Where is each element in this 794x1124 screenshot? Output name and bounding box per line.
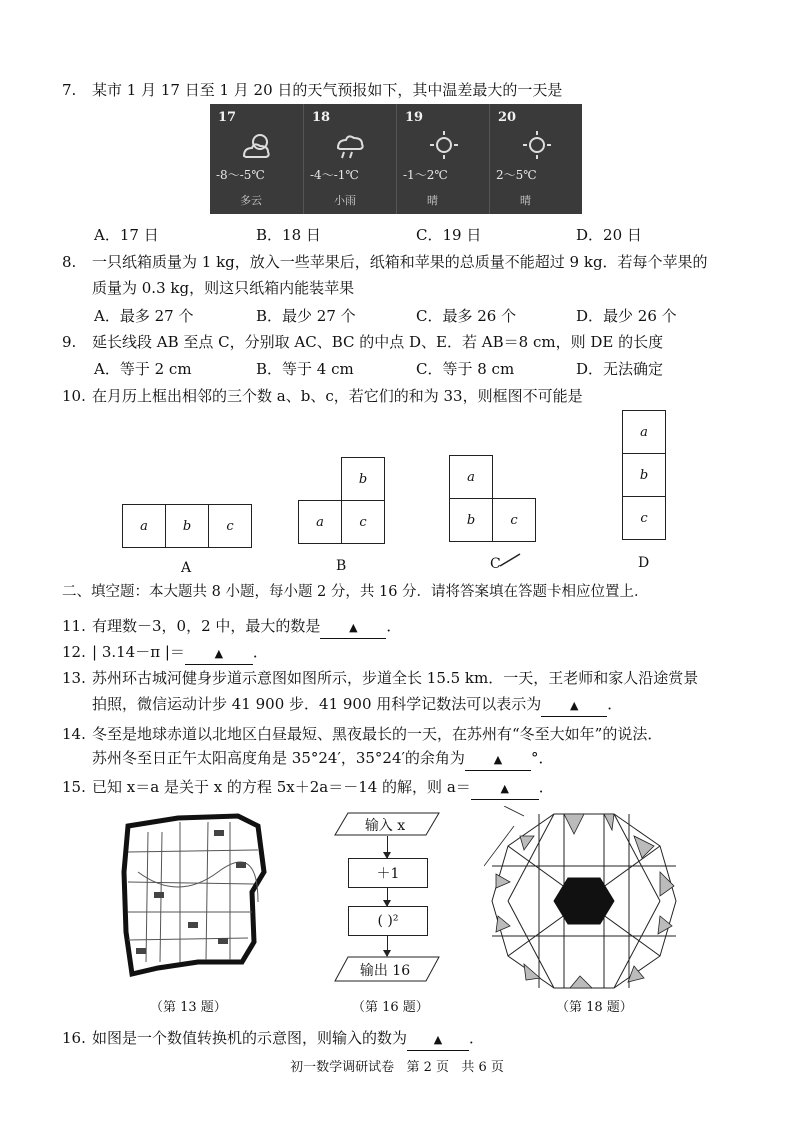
q14-stem-line2: 苏州冬至日正午太阳高度角是 35°24′，35°24′的余角为 ▲ °． xyxy=(92,748,553,771)
sun-icon xyxy=(427,130,461,160)
q7-option-a: A．17 日 xyxy=(94,226,159,244)
q9-option-b: B．等于 4 cm xyxy=(256,360,354,378)
answer-blank: ▲ xyxy=(320,616,386,639)
answer-blank: ▲ xyxy=(407,1028,469,1051)
cell-b: b xyxy=(622,453,666,497)
q12-stem: 12. | 3.14－π |＝ ▲ ． xyxy=(62,642,268,665)
octagon-tiling-figure xyxy=(484,806,684,996)
cell-a: a xyxy=(449,455,493,499)
q7-option-d: D．20 日 xyxy=(576,226,642,244)
flow-output-label: 输出 16 xyxy=(359,963,411,979)
cloud-sun-icon xyxy=(240,130,274,160)
caption-fig18: （第 18 题） xyxy=(556,1000,633,1015)
q10-stem: 10. 在月历上框出相邻的三个数 a、b、c，若它们的和为 33，则框图不可能是 xyxy=(62,387,583,405)
cell-b: b xyxy=(165,504,209,548)
q7-option-c: C．19 日 xyxy=(416,226,482,244)
jogging-trail-map xyxy=(118,812,270,992)
answer-blank: ▲ xyxy=(471,777,539,800)
flow-input-label: 输入 x xyxy=(364,818,406,834)
answer-blank: ▲ xyxy=(465,748,531,771)
q7-option-b: B．18 日 xyxy=(256,226,321,244)
q8-stem-line2: 质量为 0.3 kg，则这只纸箱内能装苹果 xyxy=(92,279,355,297)
q9-stem: 9. 延长线段 AB 至点 C，分别取 AC、BC 的中点 D、E．若 AB＝8 cm，则 DE 的长度 xyxy=(62,333,664,351)
cell-c: c xyxy=(208,504,252,548)
page-footer: 初一数学调研试卷 第 2 页 共 6 页 xyxy=(290,1060,504,1075)
q9-option-d: D．无法确定 xyxy=(576,360,664,378)
q16-stem: 16. 如图是一个数值转换机的示意图，则输入的数为 ▲ ． xyxy=(62,1028,484,1051)
weather-day-17: 17 -8～-5℃ 多云 xyxy=(210,104,303,214)
flow-add-one-box: ＋1 xyxy=(348,858,428,888)
flow-arrow xyxy=(387,888,388,906)
cell-b: b xyxy=(449,498,493,542)
sun-icon xyxy=(520,130,554,160)
q9-option-c: C．等于 8 cm xyxy=(416,360,515,378)
rain-icon xyxy=(334,130,368,160)
frame-label-c: C xyxy=(490,556,501,572)
caption-fig16: （第 16 题） xyxy=(352,1000,429,1015)
frame-label-b: B xyxy=(336,558,347,574)
q7-stem: 7. 某市 1 月 17 日至 1 月 20 日的天气预报如下，其中温差最大的一天是 xyxy=(62,81,563,99)
check-mark-icon xyxy=(498,552,522,568)
answer-blank: ▲ xyxy=(185,642,253,665)
cell-c: c xyxy=(492,498,536,542)
cell-a: a xyxy=(622,410,666,454)
q9-option-a: A．等于 2 cm xyxy=(94,360,192,378)
weather-forecast-image xyxy=(210,104,582,214)
weather-day-20: 20 2～5℃ 晴 xyxy=(489,104,583,214)
cell-c: c xyxy=(622,496,666,540)
cell-a: a xyxy=(298,500,342,544)
caption-fig13: （第 13 题） xyxy=(150,1000,227,1015)
cell-b: b xyxy=(341,457,385,501)
q8-option-c: C．最多 26 个 xyxy=(416,307,517,325)
q13-stem-line2: 拍照，微信运动计步 41 900 步．41 900 用科学记数法可以表示为 ▲ ． xyxy=(92,694,622,717)
q8-option-b: B．最少 27 个 xyxy=(256,307,356,325)
cell-a: a xyxy=(122,504,166,548)
answer-blank: ▲ xyxy=(541,694,607,717)
q8-option-a: A．最多 27 个 xyxy=(94,307,194,325)
q14-stem-line1: 14. 冬至是地球赤道以北地区白昼最短、黑夜最长的一天，在苏州有“冬至大如年”的说法． xyxy=(62,725,663,743)
weather-day-18: 18 -4～-1℃ 小雨 xyxy=(303,104,397,214)
weather-day-19: 19 -1～2℃ 晴 xyxy=(396,104,490,214)
q11-stem: 11. 有理数－3，0，2 中，最大的数是 ▲ ． xyxy=(62,616,401,639)
section-2-heading: 二、填空题：本大题共 8 小题，每小题 2 分，共 16 分．请将答案填在答题卡相应位置上． xyxy=(62,584,649,600)
q8-option-d: D．最少 26 个 xyxy=(576,307,677,325)
flow-arrow xyxy=(387,936,388,956)
q8-stem-line1: 8. 一只纸箱质量为 1 kg，放入一些苹果后，纸箱和苹果的总质量不能超过 9 kg．若每个苹果的 xyxy=(62,253,708,271)
flow-square-box: ( )² xyxy=(348,906,428,936)
cell-c: c xyxy=(341,500,385,544)
frame-label-a: A xyxy=(181,560,192,576)
frame-label-d: D xyxy=(638,555,650,571)
q15-stem: 15. 已知 x＝a 是关于 x 的方程 5x＋2a＝－14 的解，则 a＝ ▲ ． xyxy=(62,777,554,800)
flow-arrow xyxy=(387,836,388,858)
q13-stem-line1: 13. 苏州环古城河健身步道示意图如图所示，步道全长 15.5 km．一天，王老师和家人沿途赏景 xyxy=(62,669,699,687)
